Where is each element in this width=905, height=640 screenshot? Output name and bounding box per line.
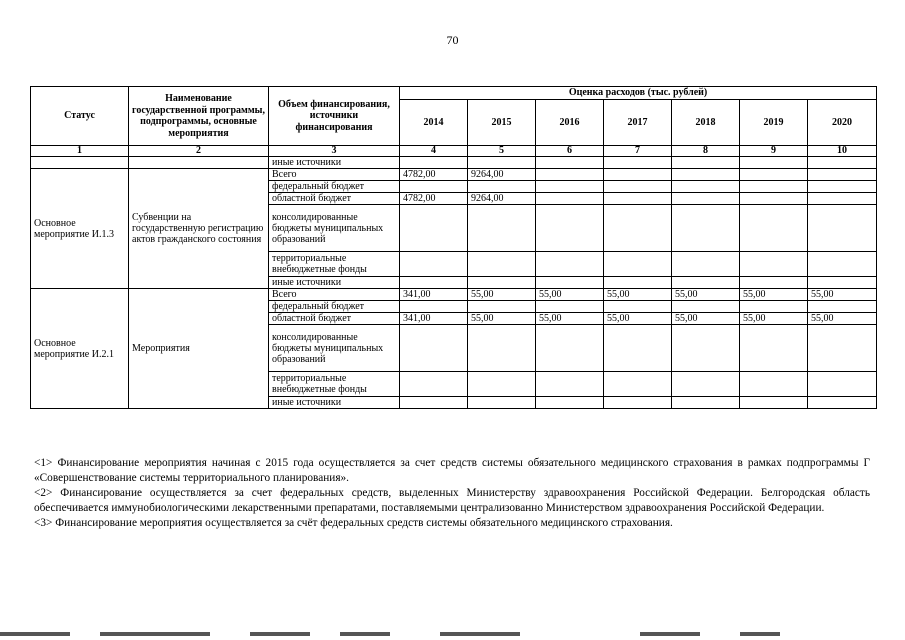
column-number: 10	[808, 146, 877, 157]
value-cell	[468, 397, 536, 409]
table-row	[31, 289, 877, 301]
value-cell	[672, 397, 740, 409]
value-cell	[604, 325, 672, 372]
value-cell	[604, 169, 672, 181]
value-cell	[604, 181, 672, 193]
value-cell	[740, 325, 808, 372]
value-cell: 55,00	[672, 289, 740, 301]
source-cell: консолидированные бюджеты муниципальных образований	[269, 325, 400, 372]
value-cell: 341,00	[400, 313, 468, 325]
value-cell	[536, 372, 604, 397]
value-cell	[808, 252, 877, 277]
header-year: 2020	[808, 99, 877, 146]
source-cell: Всего	[269, 289, 400, 301]
program-name-cell: Субвенции на государственную регистрацию актов гражданского состояния	[129, 169, 269, 289]
status-cell: Основное мероприятие И.1.3	[31, 169, 129, 289]
value-cell: 55,00	[808, 313, 877, 325]
value-cell	[740, 169, 808, 181]
value-cell	[740, 193, 808, 205]
scan-edge-mark	[340, 632, 390, 636]
status-cell: Основное мероприятие И.2.1	[31, 289, 129, 409]
header-estimate: Оценка расходов (тыс. рублей)	[400, 87, 877, 100]
value-cell	[400, 252, 468, 277]
value-cell	[536, 193, 604, 205]
value-cell	[808, 372, 877, 397]
value-cell	[808, 193, 877, 205]
value-cell: 55,00	[604, 289, 672, 301]
column-number: 3	[269, 146, 400, 157]
value-cell	[740, 181, 808, 193]
value-cell	[536, 169, 604, 181]
value-cell	[604, 193, 672, 205]
source-cell: иные источники	[269, 157, 400, 169]
value-cell	[468, 301, 536, 313]
header-financing: Объем финансирования, источники финансирования	[269, 87, 400, 146]
value-cell	[536, 325, 604, 372]
header-year: 2019	[740, 99, 808, 146]
column-number: 1	[31, 146, 129, 157]
header-year: 2017	[604, 99, 672, 146]
value-cell	[672, 325, 740, 372]
source-cell: иные источники	[269, 397, 400, 409]
value-cell	[808, 169, 877, 181]
source-cell: Всего	[269, 169, 400, 181]
value-cell	[740, 397, 808, 409]
table-row	[31, 157, 877, 169]
column-number: 4	[400, 146, 468, 157]
value-cell	[808, 397, 877, 409]
scan-edge-mark	[250, 632, 310, 636]
column-number: 9	[740, 146, 808, 157]
value-cell	[468, 205, 536, 252]
value-cell	[740, 205, 808, 252]
value-cell	[536, 397, 604, 409]
value-cell	[740, 252, 808, 277]
value-cell	[400, 277, 468, 289]
column-number: 8	[672, 146, 740, 157]
value-cell	[740, 277, 808, 289]
scan-edge-mark	[440, 632, 520, 636]
value-cell	[672, 252, 740, 277]
value-cell	[604, 301, 672, 313]
value-cell	[468, 325, 536, 372]
value-cell	[400, 181, 468, 193]
value-cell	[604, 372, 672, 397]
scan-edge-mark	[0, 632, 70, 636]
value-cell	[400, 372, 468, 397]
source-cell: областной бюджет	[269, 193, 400, 205]
value-cell: 55,00	[808, 289, 877, 301]
value-cell	[400, 397, 468, 409]
value-cell: 55,00	[604, 313, 672, 325]
column-number: 2	[129, 146, 269, 157]
program-name-cell: Мероприятия	[129, 289, 269, 409]
value-cell	[808, 301, 877, 313]
source-cell: территориальные внебюджетные фонды	[269, 372, 400, 397]
scan-edge-mark	[640, 632, 700, 636]
value-cell	[672, 205, 740, 252]
value-cell	[740, 301, 808, 313]
value-cell	[604, 205, 672, 252]
source-cell: федеральный бюджет	[269, 301, 400, 313]
value-cell	[468, 372, 536, 397]
value-cell: 4782,00	[400, 193, 468, 205]
column-number: 7	[604, 146, 672, 157]
value-cell: 55,00	[672, 313, 740, 325]
value-cell	[808, 181, 877, 193]
table-row	[31, 169, 877, 181]
value-cell	[808, 325, 877, 372]
value-cell: 55,00	[536, 289, 604, 301]
value-cell	[400, 205, 468, 252]
source-cell: консолидированные бюджеты муниципальных образований	[269, 205, 400, 252]
header-program-name: Наименование государственной программы, подпрограммы, основные мероприятия	[129, 87, 269, 146]
value-cell	[536, 277, 604, 289]
value-cell	[536, 252, 604, 277]
value-cell	[740, 372, 808, 397]
value-cell: 55,00	[468, 313, 536, 325]
value-cell	[468, 181, 536, 193]
value-cell	[604, 397, 672, 409]
header-year: 2015	[468, 99, 536, 146]
value-cell: 55,00	[740, 289, 808, 301]
header-year: 2014	[400, 99, 468, 146]
value-cell	[808, 205, 877, 252]
value-cell	[536, 205, 604, 252]
value-cell	[672, 169, 740, 181]
value-cell	[672, 181, 740, 193]
footnote: <3> Финансирование мероприятия осуществляется за счёт федеральных средств системы обязательного медицинского страхования.	[34, 517, 673, 529]
source-cell: федеральный бюджет	[269, 181, 400, 193]
value-cell	[604, 252, 672, 277]
source-cell: территориальные внебюджетные фонды	[269, 252, 400, 277]
header-year: 2018	[672, 99, 740, 146]
source-cell: областной бюджет	[269, 313, 400, 325]
scan-edge-mark	[100, 632, 210, 636]
value-cell	[808, 277, 877, 289]
header-status: Статус	[31, 87, 129, 146]
column-number: 6	[536, 146, 604, 157]
value-cell	[536, 301, 604, 313]
value-cell	[672, 301, 740, 313]
source-cell: иные источники	[269, 277, 400, 289]
value-cell: 341,00	[400, 289, 468, 301]
value-cell	[536, 181, 604, 193]
value-cell	[604, 277, 672, 289]
value-cell: 4782,00	[400, 169, 468, 181]
value-cell	[400, 301, 468, 313]
page-number: 70	[446, 33, 459, 47]
value-cell: 55,00	[536, 313, 604, 325]
value-cell: 55,00	[740, 313, 808, 325]
value-cell	[672, 193, 740, 205]
value-cell: 55,00	[468, 289, 536, 301]
column-number: 5	[468, 146, 536, 157]
value-cell	[672, 277, 740, 289]
value-cell	[468, 277, 536, 289]
footnote: <1> Финансирование мероприятия начиная с 2015 года осуществляется за счет средств системы обязательного медицинского страхования в рамках подпрограммы Г «Совершенствование системы территориального планирования».	[34, 457, 870, 484]
financing-table	[30, 86, 877, 409]
header-year: 2016	[536, 99, 604, 146]
scan-edge-mark	[740, 632, 780, 636]
value-cell: 9264,00	[468, 193, 536, 205]
value-cell: 9264,00	[468, 169, 536, 181]
footnote: <2> Финансирование осуществляется за счет федеральных средств, выделенных Министерству здравоохранения Российской Федерации. Белгородская область обеспечивается иммунобиологическими лекарственными препаратами, поставляемыми централизованно Министерством здравоохранения Российской Федерации.	[34, 487, 870, 514]
value-cell	[672, 372, 740, 397]
footnotes	[34, 456, 870, 531]
value-cell	[468, 252, 536, 277]
value-cell	[400, 325, 468, 372]
